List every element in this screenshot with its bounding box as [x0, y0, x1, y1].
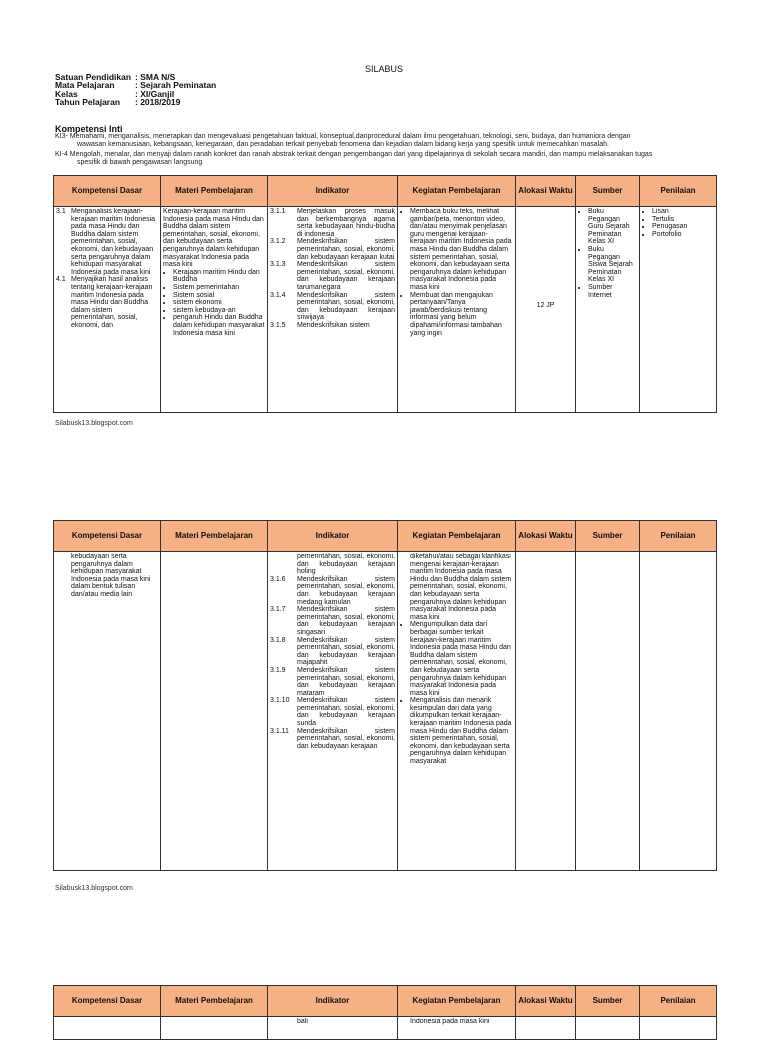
indikator-number: 3.1.1 — [270, 208, 286, 215]
ki3-line: KI3- Memahami, menganalisis, menerapkan dan mengevaluasi pengetahuan faktual, konseptual,danprocedural dalam ilmu pengetahuan, teknologi, seni, budaya, dan humaniora dengan — [55, 133, 631, 140]
indikator-number: 3.1.3 — [270, 261, 286, 269]
indikator-text: Mendeskrifsikan sistem pemerintahan, sosial, ekonomi, dan kebudayaan kerajaan majapahit — [297, 636, 395, 667]
indikator-number: 3.1.8 — [270, 636, 286, 644]
list-item: • Sumber Internet — [588, 284, 637, 299]
indikator-cell — [268, 1017, 398, 1040]
kegiatan-text: diketahui/atau sebagai klarifikasi mengenai kerajaan-kerajaan maritim Indonesia pada masa Hindu dan Buddha dalam sistem pemerintahan, sosial, ekonomi, dan kebudayaan serta pengaruhnya dalam kehidupan masyarakat Indonesia pada masa kini — [410, 553, 512, 621]
list-item: • Mengumpulkan data dari berbagai sumber terkait kerajaan-kerajaan maritim Indonesia pada masa Hindu dan Buddha dalam sistem pemerintahan, sosial, ekonomi, dan kebudayaan serta pengaruhnya dalam kehidupan masyarakat Indonesia pada masa kini — [410, 621, 513, 697]
meta-value: : XI/Ganjil — [135, 88, 175, 99]
meta-value: : Sejarah Peminatan — [135, 80, 217, 91]
sumber-cell — [576, 552, 640, 871]
ki4-text — [55, 151, 715, 166]
list-item: • Sistem pemerintahan — [173, 284, 265, 292]
header-kegiatan: Kegiatan Pembelajaran — [398, 176, 516, 207]
meta-key: Kelas — [55, 88, 78, 99]
penilaian-cell — [640, 207, 717, 413]
syllabus-table-page-2 — [53, 520, 717, 871]
header-materi: Materi Pembelajaran — [161, 176, 268, 207]
list-item: • sistem ekonomi — [173, 299, 265, 307]
kd-text: kebudayaan serta pengaruhnya dalam kehidupan masyarakat Indonesia pada masa kini dalam bentuk tulisan dan/atau media lain — [71, 553, 151, 598]
list-item: • Penugasan — [652, 223, 714, 231]
syllabus-table-page-1 — [53, 175, 717, 413]
header-kd: Kompetensi Dasar — [54, 176, 161, 207]
identity-block — [55, 73, 216, 107]
kd-text: Menyajikan hasil analisis tentang kerajaan-kerajaan maritim Indonesia pada masa Hindu dan Buddha dalam sistem pemerintahan, sosial, ekonomi, dan — [71, 276, 153, 329]
header-penilaian: Penilaian — [640, 176, 717, 207]
header-indikator: Indikator — [268, 176, 398, 207]
kd-number: 4.1 — [56, 276, 66, 284]
table-row — [54, 552, 717, 871]
ki3-text — [55, 133, 715, 148]
indikator-number: 3.1.10 — [270, 697, 290, 705]
header-alokasi: Alokasi Waktu — [516, 521, 576, 552]
header-materi: Materi Pembelajaran — [161, 521, 268, 552]
indikator-number: 3.1.9 — [270, 666, 286, 674]
table-row — [54, 1017, 717, 1040]
list-item: • pengaruh Hindu dan Buddha dalam kehidupan masyarakat Indonesia masa kini — [173, 314, 265, 337]
header-materi: Materi Pembelajaran — [161, 986, 268, 1017]
list-item: • Membuat dan mengajukan pertanyaan/Tanya jawab/berdiskusi tentang informasi yang belum dipahami/informasi tambahan yang ingin — [410, 292, 513, 338]
sumber-cell — [576, 1017, 640, 1040]
indikator-number: 3.1.7 — [270, 606, 286, 614]
indikator-cell — [268, 207, 398, 413]
indikator-text: Mendeskrifsikan sistem pemerintahan, sosial, ekonomi, dan kebudayaan kerajaan sriwijaya — [297, 291, 395, 322]
indikator-text: pemerintahan, sosial, ekonomi, dan kebudayaan kerajaan holing — [297, 553, 395, 576]
materi-cell — [161, 1017, 268, 1040]
header-alokasi: Alokasi Waktu — [516, 986, 576, 1017]
materi-list — [163, 269, 265, 337]
indikator-text: Mendeskrifsikan sistem pemerintahan, sosial, ekonomi, dan kebudayaan kerajaan mataram — [297, 666, 395, 697]
materi-intro: Kerajaan-kerajaan maritim Indonesia pada masa Hindu dan Buddha dalam sistem pemerintahan, sosial, ekonomi, dan kebudayaan serta pengaruhnya dalam kehidupan masyarakat Indonesia pada masa kini — [163, 208, 264, 269]
header-penilaian: Penilaian — [640, 986, 717, 1017]
list-item: • Buku Pegangan Guru Sejarah Peminatan Kelas XI — [588, 208, 637, 246]
kegiatan-cell — [398, 207, 516, 413]
indikator-text: Menjelaskan proses masuk dan berkembangnya agama serta kebudayaan hindu-budha di indonesia — [297, 208, 395, 238]
header-sumber: Sumber — [576, 986, 640, 1017]
list-item: • Membaca buku teks, melihat gambar/peta, menonton video, dan/atau menyimak penjelasan guru mengenai kerajaan-kerajaan maritim Indonesia pada masa Hindu dan Buddha dalam sistem pemerintahan, sosial, ekonomi, dan kebudayaan serta pengaruhnya dalam kehidupan masyarakat Indonesia pada masa kini — [410, 208, 513, 292]
indikator-text: Mendeskrifsikan sistem — [297, 321, 370, 329]
list-item: • Kerajaan maritim Hindu dan Buddha — [173, 269, 265, 284]
header-sumber: Sumber — [576, 176, 640, 207]
indikator-text: Mendeskrifsikan sistem pemerintahan, sosial, ekonomi, dan kebudayaan kerajaan kutai — [297, 238, 395, 261]
header-alokasi: Alokasi Waktu — [516, 176, 576, 207]
header-indikator: Indikator — [268, 521, 398, 552]
indikator-cell — [268, 552, 398, 871]
materi-cell — [161, 207, 268, 413]
page-footer: Silabusk13.blogspot.com — [55, 420, 133, 427]
list-item: • sistem kebudaya-an — [173, 307, 265, 315]
syllabus-table-page-3 — [53, 985, 717, 1040]
kd-number: 3.1 — [56, 208, 66, 215]
indikator-text: Mendeskrifsikan sistem pemerintahan, sosial, ekonomi, dan kebudayaan kerajaan medang kamulan — [297, 575, 395, 606]
meta-key: Satuan Pendidikan — [55, 72, 132, 82]
indikator-text: Mendeskrifsikan sistem pemerintahan, sosial, ekonomi, dan kebudayaan kerajaan — [297, 727, 395, 750]
materi-cell — [161, 552, 268, 871]
kd-cell — [54, 1017, 161, 1040]
penilaian-cell — [640, 552, 717, 871]
list-item: • Menganalisis dan menarik kesimpulan dari data yang dikumpulkan terkait kerajaan-kerajaan maritim Indonesia pada masa Hindu dan Buddha dalam sistem pemerintahan, sosial, ekonomi, dan kebudayaan serta pengaruhnya dalam kehidupan masyarakat — [410, 697, 513, 765]
alokasi-cell — [516, 552, 576, 871]
meta-key: Mata Pelajaran — [55, 80, 115, 91]
table-header-row — [54, 176, 717, 207]
header-sumber: Sumber — [576, 521, 640, 552]
list-item: • Lisan — [652, 208, 714, 216]
table-header-row — [54, 986, 717, 1017]
alokasi-cell — [516, 207, 576, 413]
meta-key: Tahun Pelajaran — [55, 97, 121, 108]
table-header-row — [54, 521, 717, 552]
header-kegiatan: Kegiatan Pembelajaran — [398, 986, 516, 1017]
sumber-cell — [576, 207, 640, 413]
indikator-text: Mendeskrifsikan sistem pemerintahan, sosial, ekonomi, dan kebudayaan kerajaan singasari — [297, 606, 395, 636]
penilaian-cell — [640, 1017, 717, 1040]
kd-cell — [54, 207, 161, 413]
kd-text: Menganalisis kerajaan-kerajaan maritim Indonesia pada masa Hindu dan Buddha dalam sistem pemerintahan, sosial, ekonomi, dan kebudayaan serta pengaruhnya dalam kehidupan masyarakat Indonesia pada masa kini — [71, 208, 156, 276]
page-footer: Silabusk13.blogspot.com — [55, 885, 133, 892]
table-row — [54, 207, 717, 413]
list-item: • Sistem sosial — [173, 292, 265, 300]
kegiatan-cell — [398, 552, 516, 871]
indikator-text: Mendeskrifsikan sistem pemerintahan, sosial, ekonomi, dan kebudayaan kerajaan tarumanegara — [297, 261, 395, 291]
indikator-text: bali — [297, 1018, 308, 1025]
indikator-number: 3.1.2 — [270, 238, 286, 246]
header-penilaian: Penilaian — [640, 521, 717, 552]
indikator-number: 3.1.5 — [270, 321, 286, 329]
kegiatan-cell — [398, 1017, 516, 1040]
indikator-number: 3.1.6 — [270, 575, 286, 583]
ki-heading: Kompetensi Inti — [55, 124, 123, 134]
ki3-line: wawasan kemanusiaan, kebangsaan, kenegaraan, dan peradaban terkait penyebab fenomena dan kejadian dalam bidang kerja yang spesifik untuk memecahkan masalah. — [77, 140, 609, 148]
list-item: • Portofolio — [652, 231, 714, 239]
meta-value: : SMA N/S — [135, 72, 176, 82]
header-kd: Kompetensi Dasar — [54, 521, 161, 552]
alokasi-cell — [516, 1017, 576, 1040]
list-item: • Tertulis — [652, 216, 714, 224]
ki4-line: KI-4 Mengolah, menalar, dan menyaji dalam ranah konkret dan ranah abstrak terkait dengan pengembangan dari yang dipelajarinya di sekolah secara mandiri, dan mampu melaksanakan tugas — [55, 151, 653, 158]
indikator-number: 3.1.4 — [270, 291, 286, 299]
header-kd: Kompetensi Dasar — [54, 986, 161, 1017]
header-indikator: Indikator — [268, 986, 398, 1017]
meta-value: : 2018/2019 — [135, 97, 181, 108]
kd-cell — [54, 552, 161, 871]
document-title: SILABUS — [364, 64, 404, 74]
alokasi-value: 12 JP — [536, 302, 555, 309]
kegiatan-text: Indonesia pada masa kini — [410, 1018, 490, 1025]
indikator-number: 3.1.11 — [270, 727, 289, 735]
indikator-text: Mendeskrifsikan sistem pemerintahan, sosial, ekonomi, dan kebudayaan kerajaan sunda — [297, 697, 395, 728]
header-kegiatan: Kegiatan Pembelajaran — [398, 521, 516, 552]
ki4-line: spesifik di bawah pengawasan langsung — [77, 158, 203, 166]
list-item: • Buku Pegangan Siswa Sejarah Peminatan Kelas XI — [588, 246, 637, 284]
